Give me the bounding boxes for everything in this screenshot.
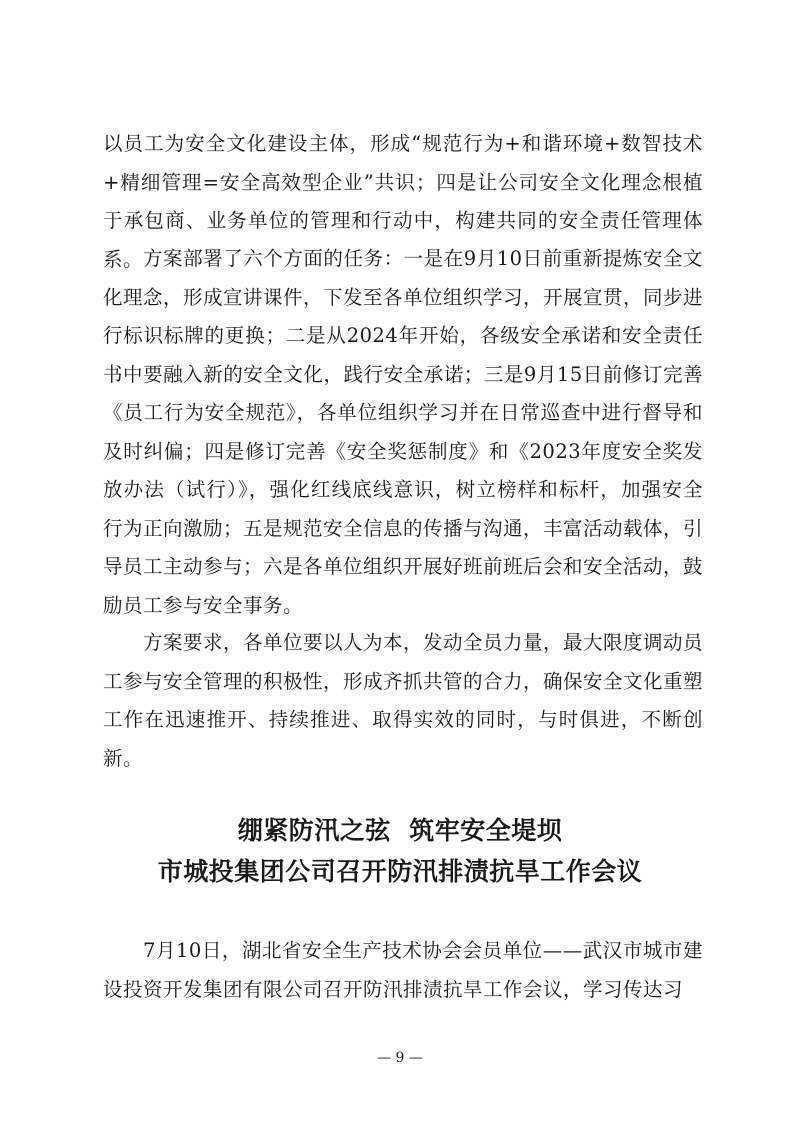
paragraph-requirements: 方案要求，各单位要以人为本，发动全员力量，最大限度调动员工参与安全管理的积极性，形成齐抓共管的合力，确保安全文化重塑工作在迅速推开、持续推进、取得实效的同时，与时俱进，不断创新。 bbox=[103, 631, 704, 770]
page-number: — 9 — bbox=[377, 1050, 423, 1066]
article-title-line-1: 绷紧防汛之弦 筑牢安全堤坝 bbox=[237, 816, 563, 845]
paragraph-continued: 以员工为安全文化建设主体，形成“规范行为+和谐环境+数智技术+精细管理=安全高效型企业”共识；四是让公司安全文化理念根植于承包商、业务单位的管理和行动中，构建共同的安全责任管理体系。 bbox=[103, 132, 703, 271]
paragraph-tasks: 方案部署了六个方面的任务：一是在9月10日前重新提炼安全文化理念，形成宣讲课件，下发至各单位组织学习，开展宣贯，同步进行标识标牌的更换；二是从2024年开始，各级安全承诺和安全责任书中要融入新的安全文化，践行安全承诺；三是9月15日前修订完善《员工行为安全规范》，各单位组织学习并在日常巡查中进行督导和及时纠偏；四是修订完善《安全奖惩制度》和《2023年度安全奖发放办法（试行）》，强化红线底线意识，树立榜样和标杆，加强安全行为正向激励；五是规范安全信息的传播与沟通，丰富活动载体，引导员工主动参与；六是各单位组织开展好班前班后会和安全活动，鼓励员工参与安全事务。 bbox=[103, 247, 704, 617]
article-title-line-2: 市城投集团公司召开防汛排渍抗旱工作会议 bbox=[157, 857, 643, 886]
article-lead-paragraph: 7月10日，湖北省安全生产技术协会会员单位——武汉市城市建设投资开发集团有限公司召开防汛排渍抗旱工作会议，学习传达习 bbox=[103, 939, 703, 1001]
